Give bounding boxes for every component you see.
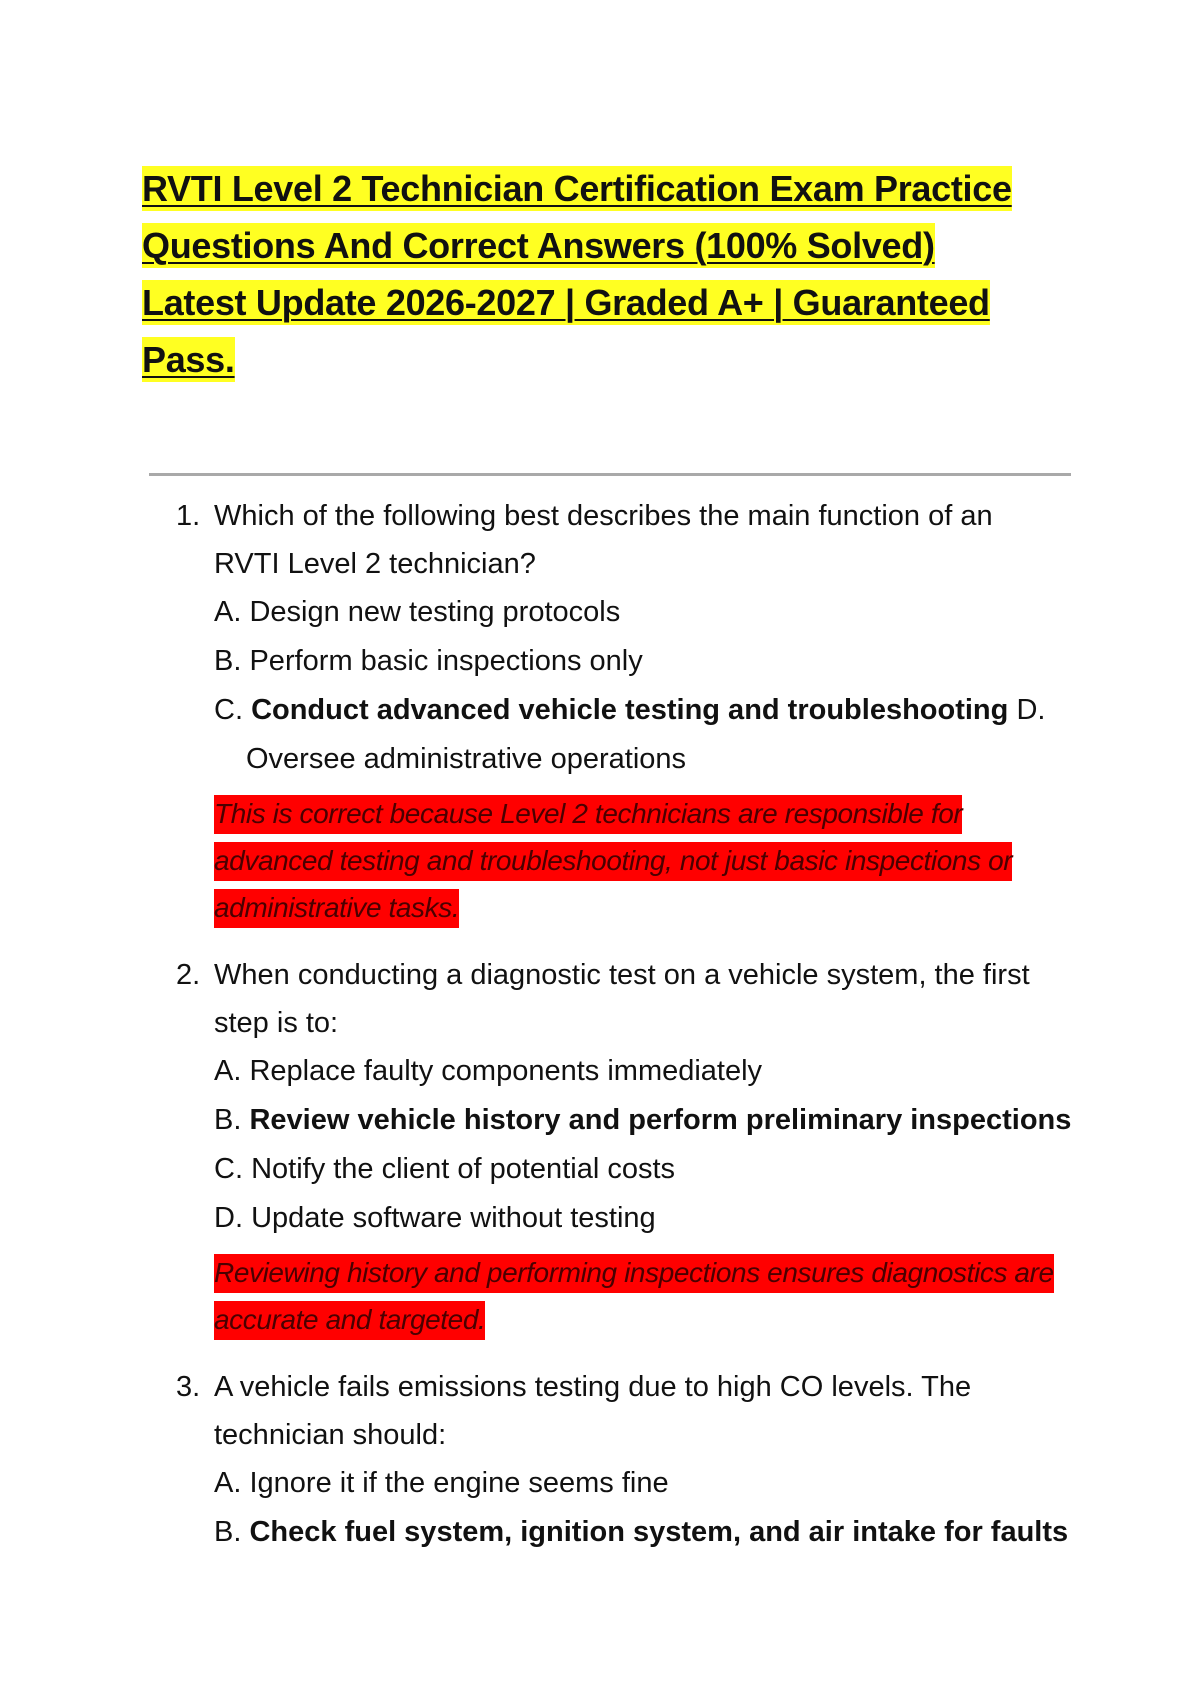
option-text-correct: Check fuel system, ignition system, and air intake for faults bbox=[249, 1516, 1069, 1548]
question-number: 1. bbox=[176, 500, 201, 532]
option-text-correct: Review vehicle history and perform preliminary inspections bbox=[249, 1104, 1072, 1136]
question-number: 2. bbox=[176, 959, 201, 991]
option-letter: A. bbox=[214, 1467, 242, 1499]
option-text: Oversee administrative operations bbox=[246, 743, 687, 775]
document-title bbox=[142, 160, 1042, 388]
option-letter: C. bbox=[214, 1153, 243, 1185]
document-title-text: RVTI Level 2 Technician Certification Exam Practice Questions And Correct Answers (100% Solved) Latest Update 2026-2027 | Graded A+ | Guaranteed Pass. bbox=[142, 168, 1012, 380]
option-text: Replace faulty components immediately bbox=[249, 1055, 763, 1087]
option-text: Ignore it if the engine seems fine bbox=[249, 1467, 669, 1499]
answer-explanation bbox=[214, 1249, 1074, 1343]
option-letter: B. bbox=[214, 1104, 242, 1136]
option-a bbox=[214, 1459, 1076, 1508]
option-d bbox=[214, 1194, 1076, 1243]
question-text: Which of the following best describes the main function of an RVTI Level 2 technician? bbox=[214, 500, 993, 580]
option-letter: A. bbox=[214, 1055, 242, 1087]
explanation-text: Reviewing history and performing inspections ensures diagnostics are accurate and targeted. bbox=[214, 1254, 1054, 1340]
option-text: Perform basic inspections only bbox=[249, 645, 643, 677]
option-a bbox=[214, 588, 1076, 637]
question-1 bbox=[176, 492, 1076, 931]
option-d bbox=[214, 735, 1076, 784]
option-a bbox=[214, 1047, 1076, 1096]
option-b bbox=[214, 1096, 1076, 1145]
question-text: A vehicle fails emissions testing due to high CO levels. The technician should: bbox=[214, 1371, 972, 1451]
option-letter: C. bbox=[214, 694, 243, 726]
question-text: When conducting a diagnostic test on a vehicle system, the first step is to: bbox=[214, 959, 1030, 1039]
option-letter: D. bbox=[214, 1202, 243, 1234]
option-b bbox=[214, 637, 1076, 686]
option-b bbox=[214, 1508, 1076, 1557]
answer-options bbox=[214, 588, 1076, 784]
option-text: Notify the client of potential costs bbox=[251, 1153, 676, 1185]
option-text: Design new testing protocols bbox=[249, 596, 621, 628]
option-letter: D. bbox=[1016, 694, 1046, 726]
section-divider bbox=[149, 473, 1071, 476]
explanation-text: This is correct because Level 2 technicians are responsible for advanced testing and troubleshooting, not just basic inspections or administrative tasks. bbox=[214, 795, 1012, 928]
option-letter: B. bbox=[214, 645, 242, 677]
question-2 bbox=[176, 951, 1076, 1343]
option-c bbox=[214, 1145, 1076, 1194]
option-c bbox=[214, 686, 1076, 735]
question-list bbox=[176, 492, 1076, 1557]
answer-options bbox=[214, 1047, 1076, 1243]
answer-explanation bbox=[214, 790, 1074, 931]
question-number: 3. bbox=[176, 1371, 201, 1403]
option-letter: B. bbox=[214, 1516, 242, 1548]
option-text-correct: Conduct advanced vehicle testing and troubleshooting bbox=[251, 694, 1009, 726]
question-3 bbox=[176, 1363, 1076, 1557]
answer-options bbox=[214, 1459, 1076, 1557]
option-letter: A. bbox=[214, 596, 242, 628]
option-text: Update software without testing bbox=[251, 1202, 656, 1234]
